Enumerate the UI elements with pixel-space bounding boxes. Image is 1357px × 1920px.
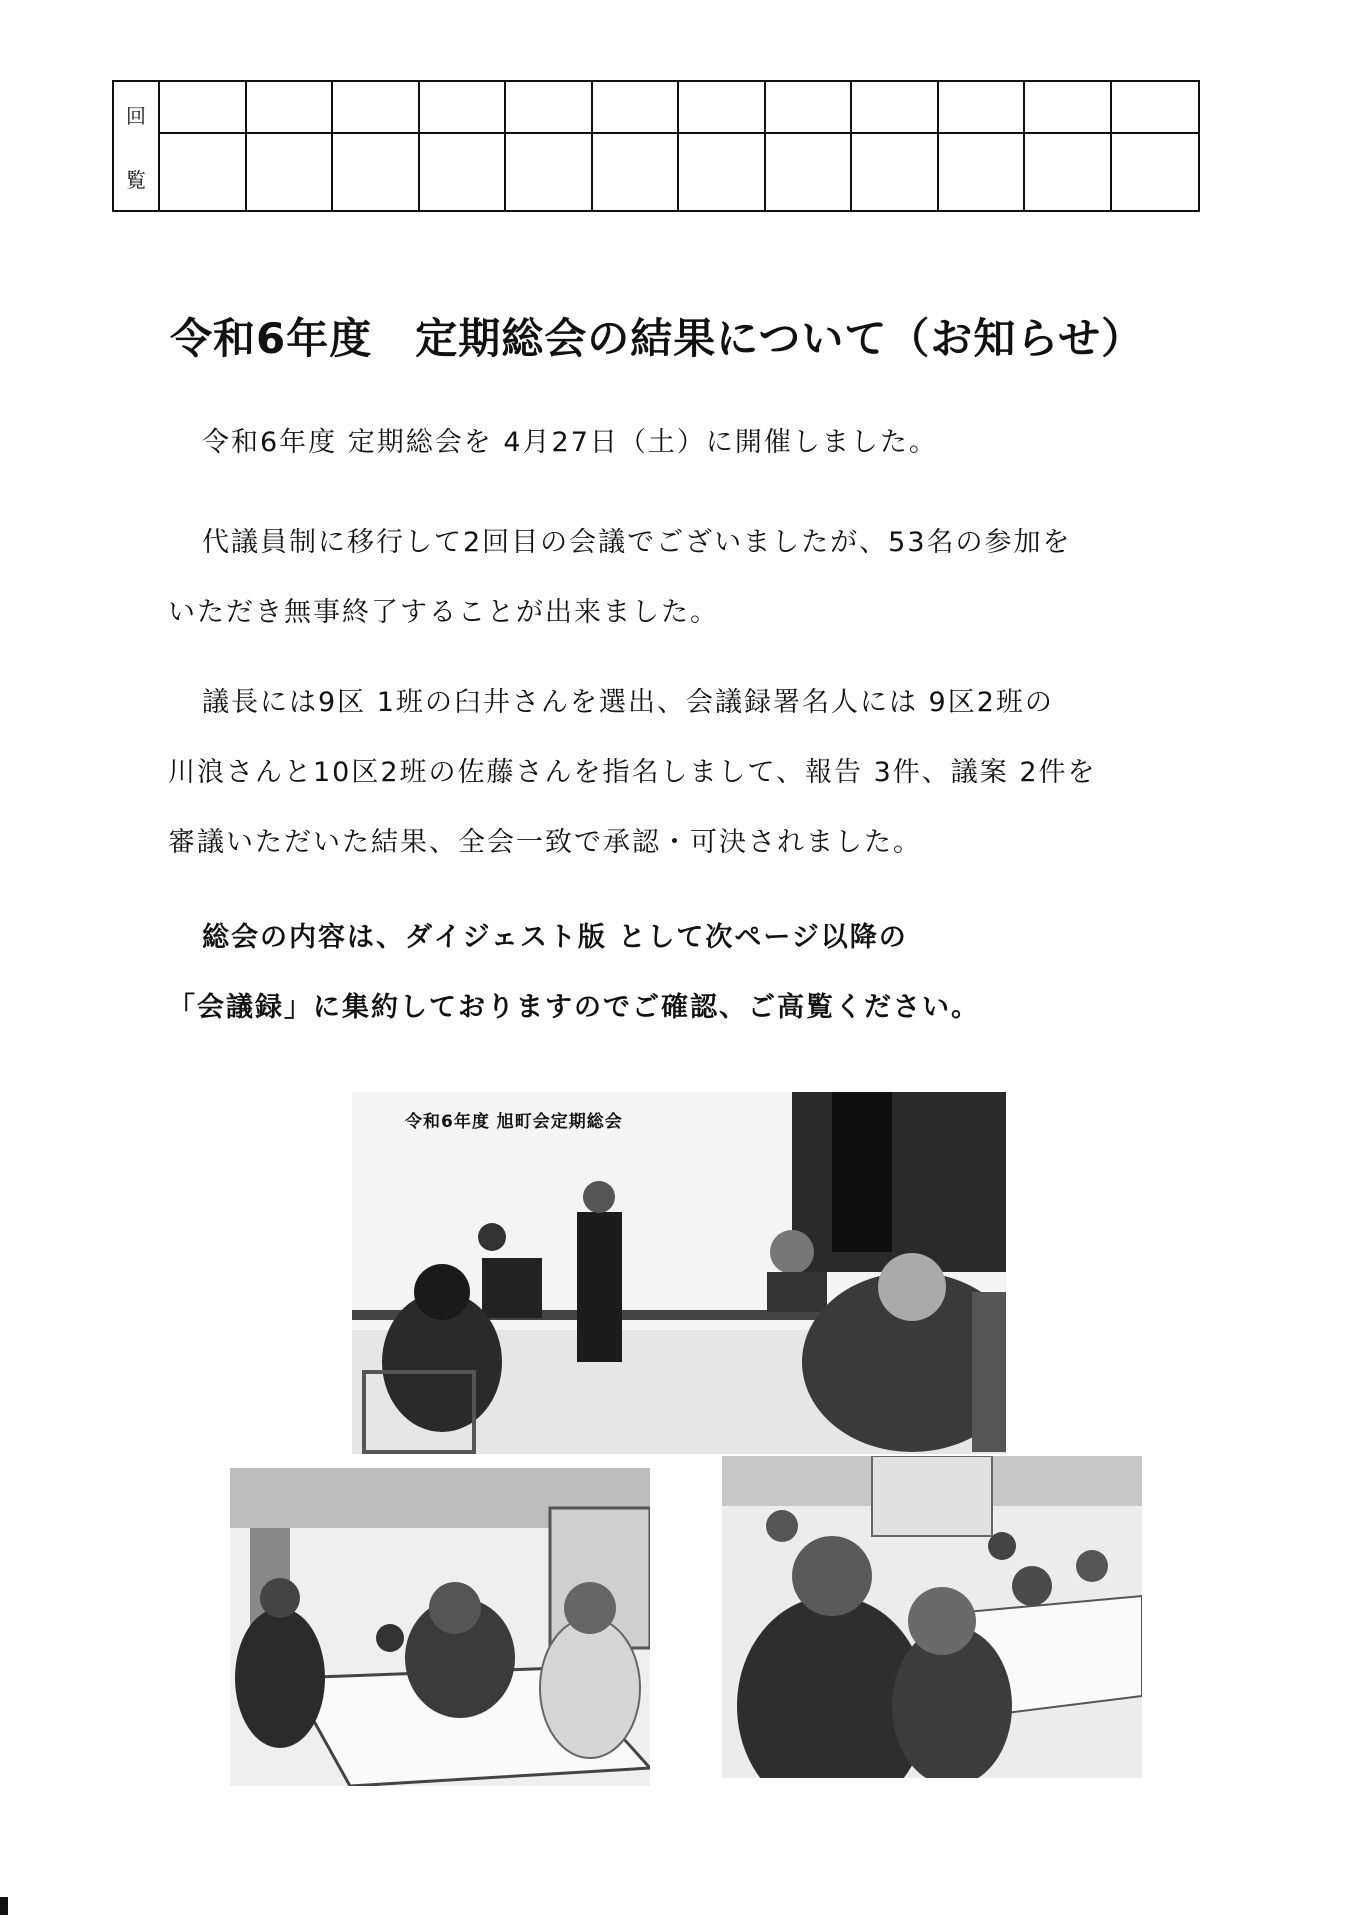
circulation-label-top: 回 bbox=[126, 103, 146, 128]
paragraph-line: いただき無事終了することが出来ました。 bbox=[168, 597, 719, 628]
paragraph-line: 「会議録」に集約しておりますのでご確認、ご高覧ください。 bbox=[168, 992, 980, 1023]
circulation-stamp-cell bbox=[766, 82, 853, 134]
general-meeting-photo-image bbox=[352, 1092, 1006, 1454]
circulation-stamp-cell bbox=[160, 82, 247, 134]
meeting-attendees-photo-left-image bbox=[230, 1468, 650, 1786]
circulation-stamp-cell bbox=[506, 82, 593, 134]
meeting-attendees-photo-right bbox=[722, 1456, 1142, 1778]
paragraph-line: 議長には9区 1班の臼井さんを選出、会議録署名人には 9区2班の bbox=[202, 687, 1054, 718]
paragraph-line: 川浪さんと10区2班の佐藤さんを指名しまして、報告 3件、議案 2件を bbox=[168, 757, 1097, 788]
circulation-label bbox=[114, 82, 160, 210]
circulation-stamp-cell bbox=[679, 134, 766, 210]
paragraph-3 bbox=[168, 668, 1208, 878]
circulation-stamp-cell bbox=[1112, 134, 1199, 210]
circulation-stamp-cell bbox=[852, 134, 939, 210]
circulation-stamp-cell bbox=[160, 134, 247, 210]
circulation-stamp-cell bbox=[939, 82, 1026, 134]
circulation-stamp-cell bbox=[852, 82, 939, 134]
paragraph-line: 審議いただいた結果、全会一致で承認・可決されました。 bbox=[168, 827, 922, 858]
paragraph-4 bbox=[168, 903, 1208, 1043]
circulation-stamp-cell bbox=[333, 134, 420, 210]
circulation-table bbox=[112, 80, 1200, 212]
general-meeting-photo bbox=[352, 1092, 1006, 1454]
paragraph-line: 令和6年度 定期総会を 4月27日（土）に開催しました。 bbox=[202, 427, 938, 458]
paragraph-2 bbox=[168, 508, 1208, 648]
circulation-stamp-cell bbox=[593, 82, 680, 134]
paragraph-line: 代議員制に移行して2回目の会議でございましたが、53名の参加を bbox=[202, 527, 1072, 558]
circulation-stamp-cell bbox=[939, 134, 1026, 210]
photo-caption: 令和6年度 旭町会定期総会 bbox=[405, 1112, 623, 1132]
circulation-stamp-cell bbox=[1112, 82, 1199, 134]
circulation-stamp-cell bbox=[1025, 82, 1112, 134]
scan-edge-mark bbox=[0, 1897, 8, 1915]
meeting-attendees-photo-left bbox=[230, 1468, 650, 1786]
circulation-stamp-cell bbox=[420, 82, 507, 134]
circulation-stamp-cell bbox=[766, 134, 853, 210]
circulation-stamp-cell bbox=[593, 134, 680, 210]
paragraph-1 bbox=[168, 408, 1208, 478]
circulation-stamp-cell bbox=[1025, 134, 1112, 210]
circulation-stamp-cell bbox=[247, 134, 334, 210]
paragraph-line: 総会の内容は、ダイジェスト版 として次ページ以降の bbox=[202, 922, 908, 953]
circulation-stamp-cell bbox=[333, 82, 420, 134]
circulation-stamp-cell bbox=[247, 82, 334, 134]
page-title: 令和6年度 定期総会の結果について（お知らせ） bbox=[170, 314, 1145, 363]
circulation-stamp-cell bbox=[506, 134, 593, 210]
circulation-stamp-cell bbox=[420, 134, 507, 210]
circulation-stamp-cell bbox=[679, 82, 766, 134]
circulation-grid bbox=[160, 82, 1198, 210]
meeting-attendees-photo-right-image bbox=[722, 1456, 1142, 1778]
circulation-label-bottom: 覧 bbox=[126, 167, 146, 192]
